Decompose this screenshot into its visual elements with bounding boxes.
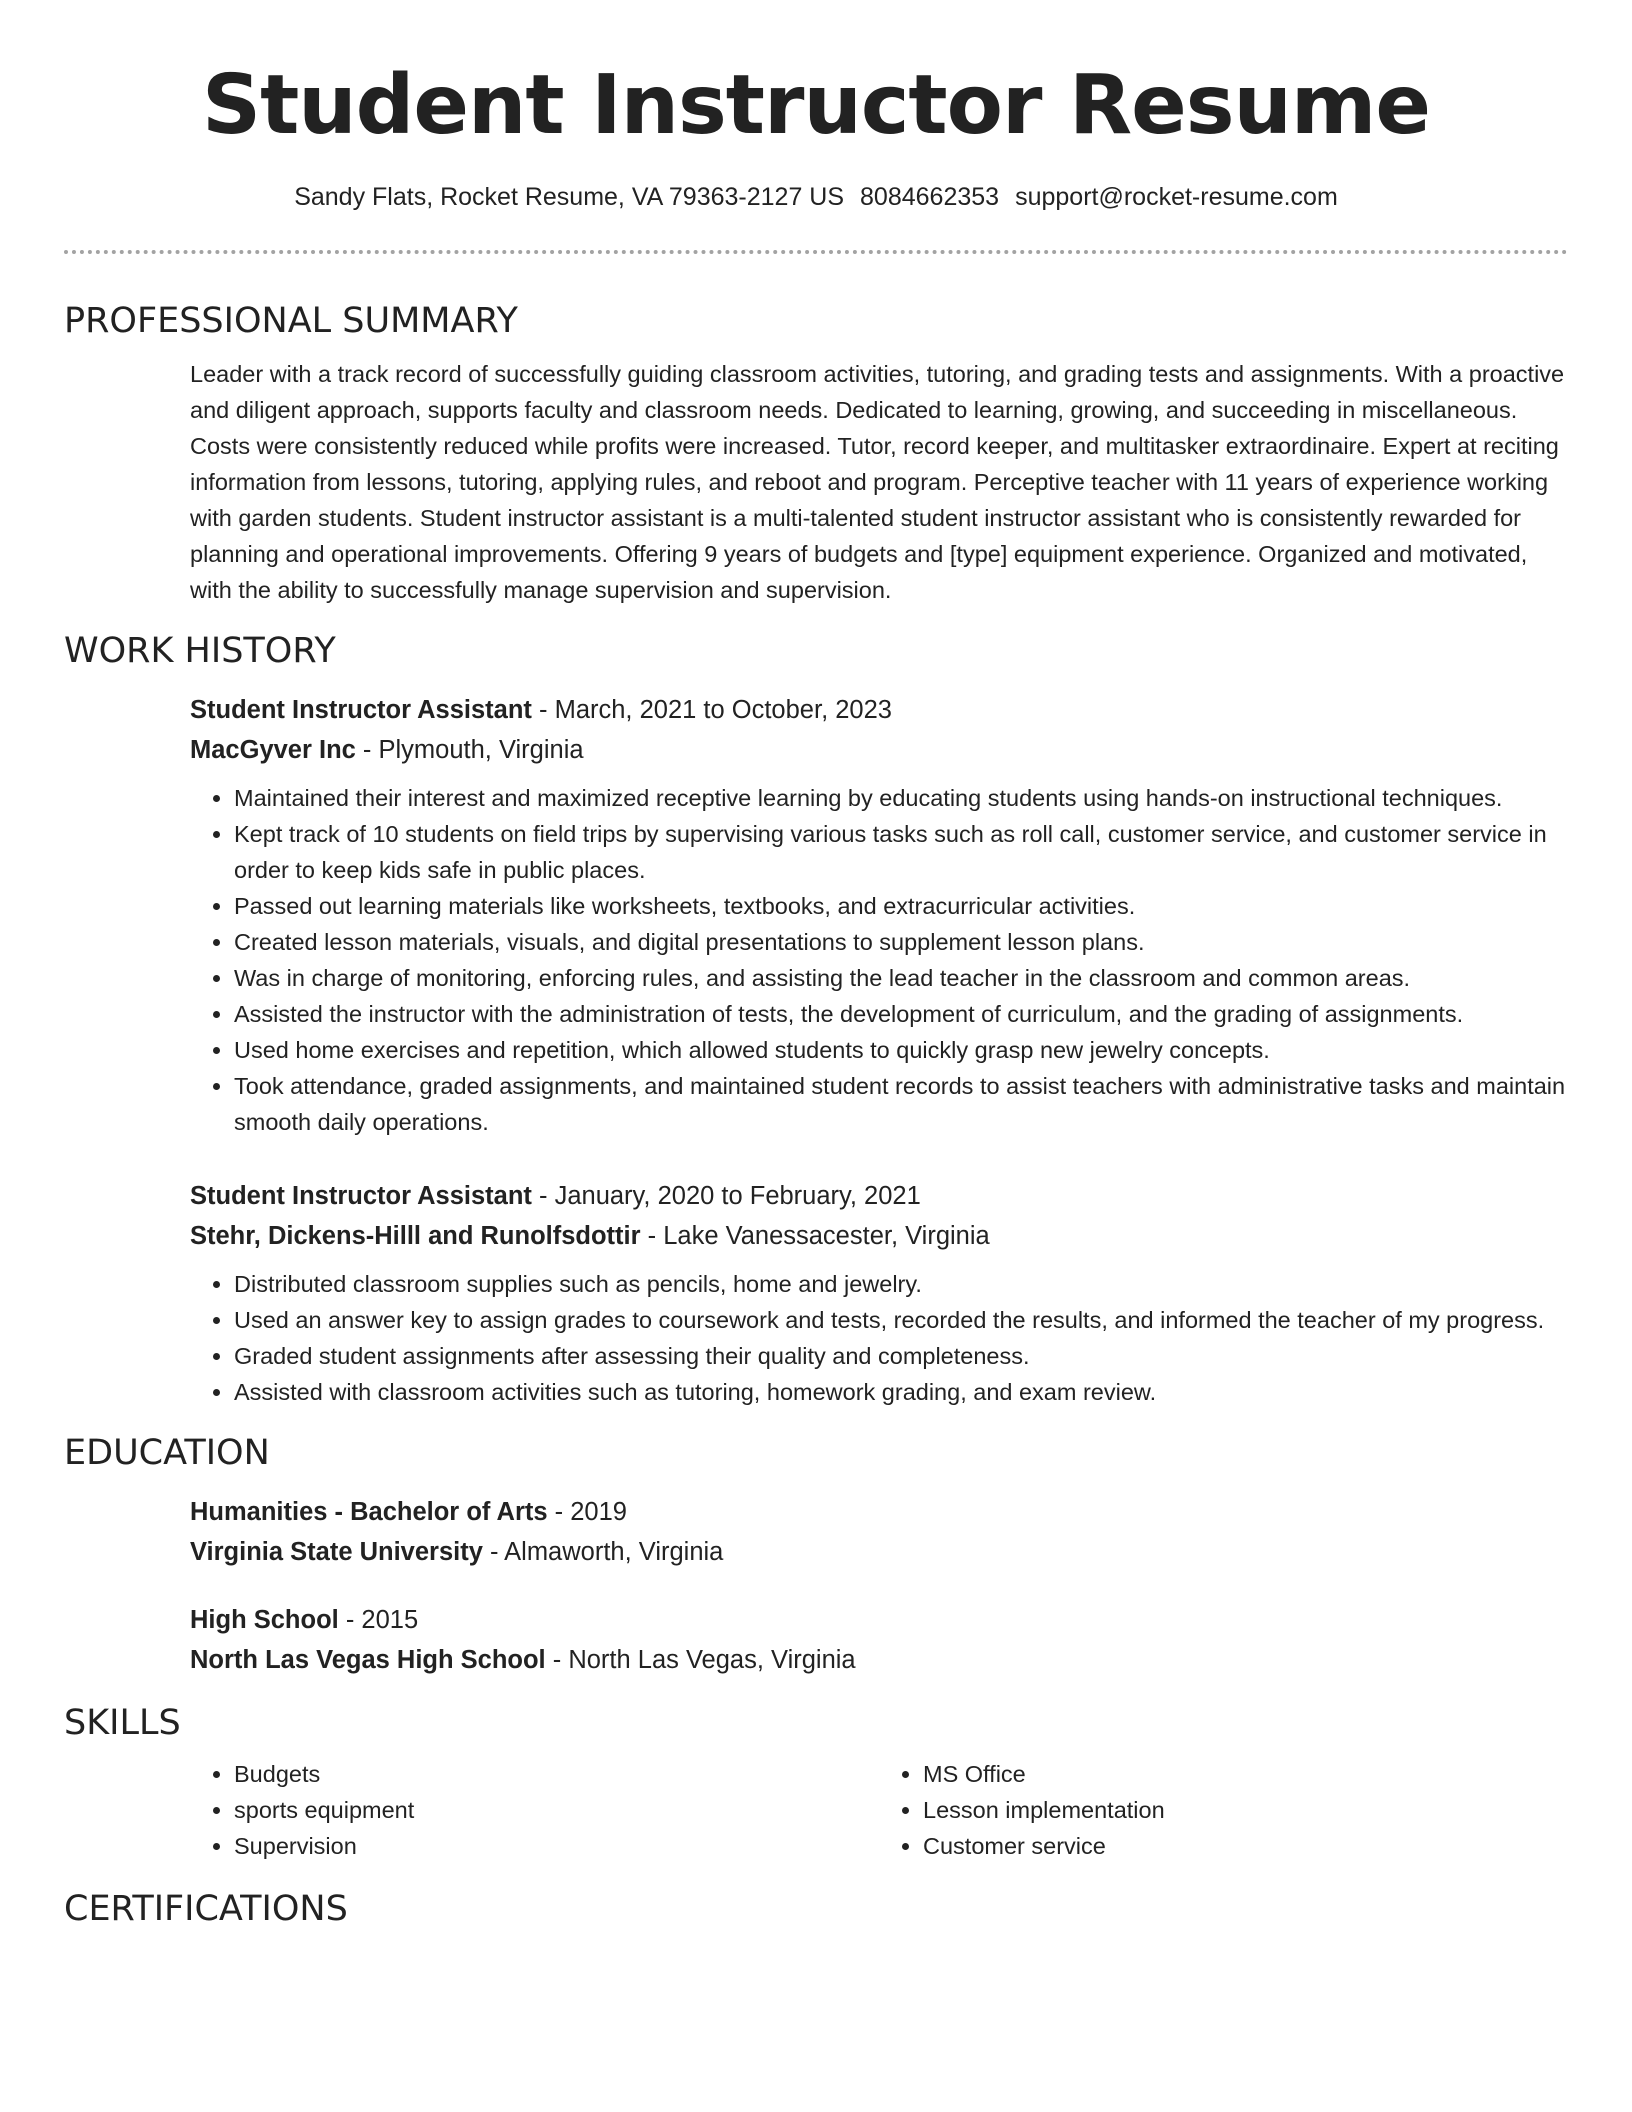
education-location: - Almaworth, Virginia (482, 1538, 724, 1566)
job-title: Student Instructor Assistant (190, 696, 532, 724)
skills-heading: SKILLS (64, 1703, 181, 1743)
education-heading: EDUCATION (64, 1433, 270, 1473)
list-item: • Graded student assignments after assessing their quality and completeness. (234, 1338, 1568, 1374)
job-dates: - March, 2021 to October, 2023 (531, 696, 892, 724)
list-item: • Assisted the instructor with the administration of tests, the development of curriculum, and the grading of assignments. (234, 996, 1568, 1032)
page-title: Student Instructor Resume (202, 58, 1430, 153)
education-degree-line (190, 1600, 1568, 1640)
resume-content (64, 296, 1568, 1934)
job-location: - Plymouth, Virginia (355, 736, 584, 764)
contact-line (0, 180, 1632, 214)
job-company-line (190, 730, 1568, 770)
list-item: • Budgets (234, 1756, 879, 1792)
education-degree: Humanities - Bachelor of Arts (190, 1498, 548, 1526)
work-history-heading: WORK HISTORY (64, 631, 336, 671)
education-school: North Las Vegas High School (190, 1646, 546, 1674)
contact-address: Sandy Flats, Rocket Resume, VA 79363-2127 US (294, 183, 845, 211)
list-item: • Assisted with classroom activities such as tutoring, homework grading, and exam review. (234, 1374, 1568, 1410)
list-item: • Lesson implementation (923, 1792, 1568, 1828)
education-section (64, 1492, 1568, 1680)
job-title: Student Instructor Assistant (190, 1182, 532, 1210)
summary-section (64, 356, 1568, 608)
education-school-line (190, 1532, 1568, 1572)
certifications-heading: CERTIFICATIONS (64, 1889, 348, 1929)
list-item: • Used home exercises and repetition, which allowed students to quickly grasp new jewelry concepts. (234, 1032, 1568, 1068)
education-year: - 2015 (338, 1606, 419, 1634)
list-item: • MS Office (923, 1756, 1568, 1792)
list-item: • Supervision (234, 1828, 879, 1864)
list-item: • Maintained their interest and maximized receptive learning by educating students using hands-on instructional techniques. (234, 780, 1568, 816)
education-degree: High School (190, 1606, 339, 1634)
list-item: • Took attendance, graded assignments, and maintained student records to assist teachers with administrative tasks and maintain smooth daily operations. (234, 1068, 1568, 1140)
education-location: - North Las Vegas, Virginia (545, 1646, 856, 1674)
summary-heading: PROFESSIONAL SUMMARY (64, 301, 518, 341)
job-company: Stehr, Dickens-Hilll and Runolfsdottir (190, 1222, 641, 1250)
education-school-line (190, 1640, 1568, 1680)
skills-column-right (879, 1756, 1568, 1864)
skills-section (64, 1756, 1568, 1864)
education-year: - 2019 (547, 1498, 627, 1526)
job-entry (190, 690, 1568, 1140)
education-school: Virginia State University (190, 1538, 483, 1566)
list-item: • Kept track of 10 students on field trips by supervising various tasks such as roll call, customer service, and customer service in order to keep kids safe in public places. (234, 816, 1568, 888)
list-item: • Customer service (923, 1828, 1568, 1864)
education-entry (190, 1492, 1568, 1572)
list-item: • Created lesson materials, visuals, and digital presentations to supplement lesson plans. (234, 924, 1568, 960)
education-entry (190, 1600, 1568, 1680)
job-dates: - January, 2020 to February, 2021 (531, 1182, 921, 1210)
job-title-line (190, 690, 1568, 730)
job-bullets (190, 1266, 1568, 1410)
list-item: • Was in charge of monitoring, enforcing rules, and assisting the lead teacher in the classroom and common areas. (234, 960, 1568, 996)
job-location: - Lake Vanessacester, Virginia (640, 1222, 990, 1250)
list-item: • Used an answer key to assign grades to coursework and tests, recorded the results, and informed the teacher of my progress. (234, 1302, 1568, 1338)
list-item: • sports equipment (234, 1792, 879, 1828)
summary-text: Leader with a track record of successfully guiding classroom activities, tutoring, and grading tests and assignments. With a proactive and diligent approach, supports faculty and classroom needs. Dedicated to learning, growing, and succeeding in miscellaneous. Costs were consistently reduced while profits were increased. Tutor, record keeper, and multitasker extraordinaire. Expert at reciting information from lessons, tutoring, applying rules, and reboot and program. Perceptive teacher with 11 years of experience working with garden students. Student instructor assistant is a multi-talented student instructor assistant who is consistently rewarded for planning and operational improvements. Offering 9 years of budgets and [type] equipment experience. Organized and motivated, with the ability to successfully manage supervision and supervision. (190, 361, 1565, 603)
education-degree-line (190, 1492, 1568, 1532)
work-history-section (64, 690, 1568, 1410)
list-item: • Distributed classroom supplies such as pencils, home and jewelry. (234, 1266, 1568, 1302)
skills-grid (190, 1756, 1568, 1864)
job-company-line (190, 1216, 1568, 1256)
job-bullets (190, 780, 1568, 1140)
job-title-line (190, 1176, 1568, 1216)
contact-email: support@rocket-resume.com (1015, 183, 1338, 211)
job-entry (190, 1176, 1568, 1410)
contact-phone: 8084662353 (860, 183, 1000, 211)
job-company: MacGyver Inc (190, 736, 356, 764)
header-divider (64, 250, 1568, 254)
list-item: • Passed out learning materials like worksheets, textbooks, and extracurricular activities. (234, 888, 1568, 924)
skills-column-left (190, 1756, 879, 1864)
